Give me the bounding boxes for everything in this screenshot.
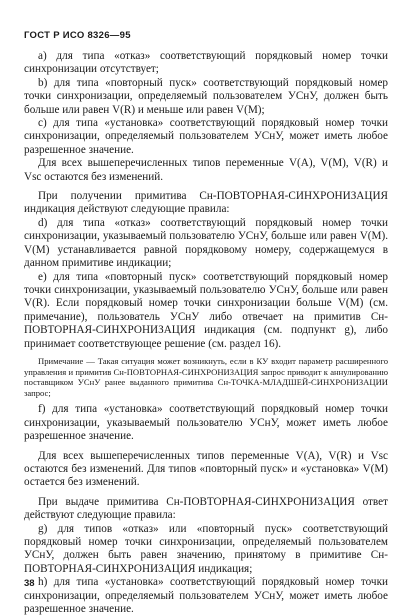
paragraph-indication-rules: При получении примитива Сн-ПОВТОРНАЯ-СИНХРОНИЗАЦИЯ индикация действуют следующие правила:: [24, 190, 388, 216]
item-a: а) для типа «отказ» соответствующий порядковый номер точки синхронизации отсутствует;: [24, 50, 388, 76]
note: Примечание — Такая ситуация может возникнуть, если в КУ входит параметр расширенного управления и примитив Сн-ПОВТОРНАЯ-СИНХРОНИЗАЦИЯ запрос приводит к аннулированию поставщиком УСнУ ранее выданного примитива Сн-ТОЧКА-МЛАДШЕЙ-СИНХРОНИЗАЦИИ запрос;: [24, 355, 388, 398]
page-header: ГОСТ Р ИСО 8326—95: [24, 30, 131, 41]
paragraph-response-rules: При выдаче примитива Сн-ПОВТОРНАЯ-СИНХРОНИЗАЦИЯ ответ действуют следующие правила:: [24, 495, 388, 522]
item-f: f) для типа «установка» соответствующий порядковый номер точки синхронизации, указываемый пользователю УСнУ, может иметь любое разрешенное значение.: [24, 403, 388, 443]
paragraph-variables-2: Для всех вышеперечисленных типов переменные V(A), V(R) и Vsc остаются без изменений. Для типов «повторный пуск» и «установка» V(M) остается без изменений.: [24, 449, 388, 489]
item-e: e) для типа «повторный пуск» соответствующий порядковый номер точки синхронизации, указываемый пользователю УСнУ, больше или равен V(R). Если порядковый номер точки синхронизации больше V(M) (см. примечание), пользователь УСнУ либо отвечает на примитив Сн-ПОВТОРНАЯ-СИНХРОНИЗАЦИЯ индикация (см. подпункт g), либо принимает соответствующее решение (см. раздел 16).: [24, 270, 388, 350]
item-c: c) для типа «установка» соответствующий порядковый номер точки синхронизации, определяемый пользователем УСнУ, может иметь любое разрешенное значение.: [24, 117, 388, 156]
item-d: d) для типа «отказ» соответствующий порядковый номер точки синхронизации, указываемый пользователю УСнУ, больше или равен V(M). V(M) устанавливается равной порядковому номеру, содержащемуся в данном примитиве индикации;: [24, 216, 388, 270]
page-number: 38: [24, 578, 35, 589]
item-b: b) для типа «повторный пуск» соответствующий порядковый номер точки синхронизации, определяемый пользователем УСнУ, должен быть больше или равен V(R) и меньше или равен V(M);: [24, 76, 388, 116]
body-text: [24, 50, 388, 616]
item-g: g) для типов «отказ» или «повторный пуск» соответствующий порядковый номер точки синхронизации, определяемый пользователем УСнУ, должен быть равен значению, принятому в примитиве Сн-ПОВТОРНАЯ-СИНХРОНИЗАЦИЯ индикация;: [24, 522, 388, 575]
paragraph-variables-1: Для всех вышеперечисленных типов переменные V(A), V(M), V(R) и Vsc остаются без изменений.: [24, 157, 388, 183]
item-h: h) для типа «установка» соответствующий порядковый номер точки синхронизации, определяемый пользователем УСнУ, может иметь любое разрешенное значение.: [24, 576, 388, 615]
